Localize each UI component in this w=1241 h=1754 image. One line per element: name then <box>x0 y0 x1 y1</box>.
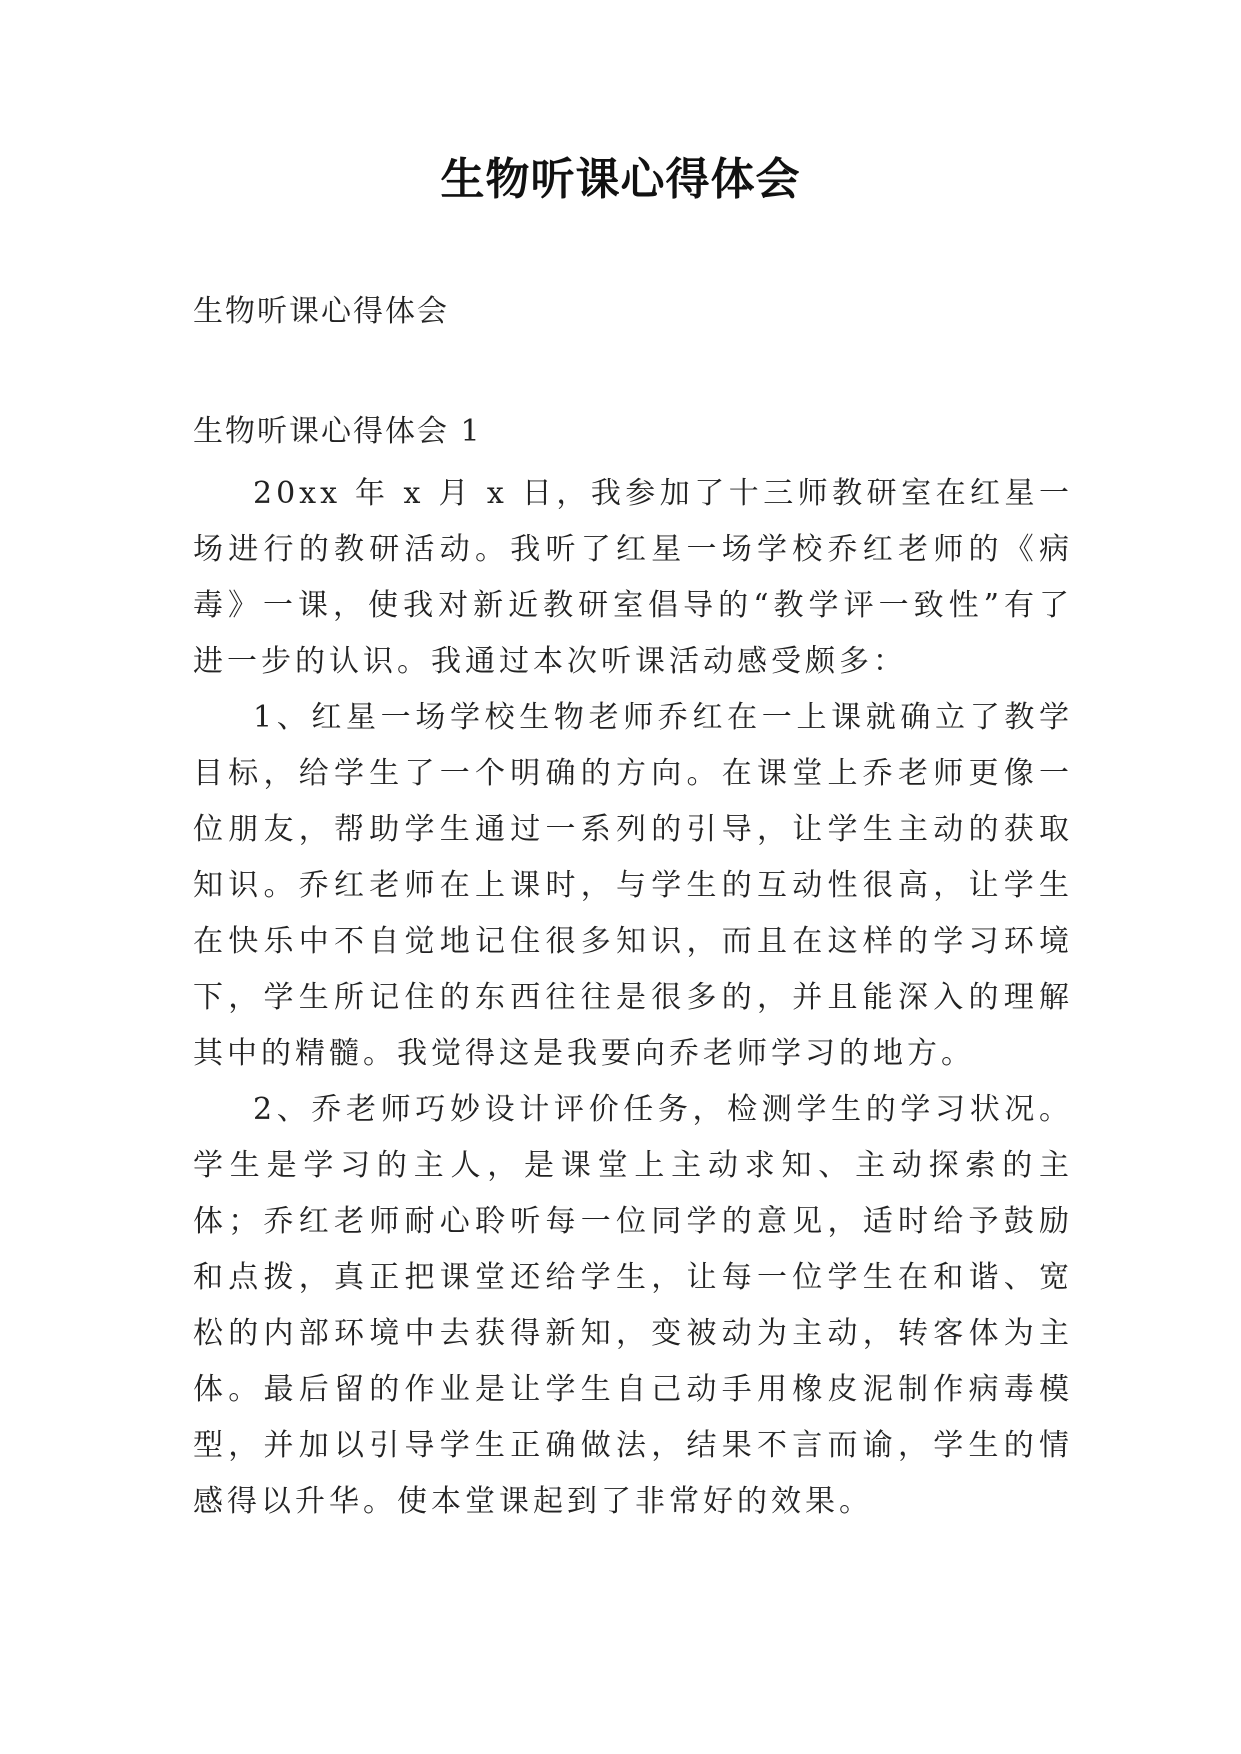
document-body <box>193 466 1073 1530</box>
paragraph-intro: 20xx 年 x 月 x 日，我参加了十三师教研室在红星一场进行的教研活动。我听了红星一场学校乔红老师的《病毒》一课，使我对新近教研室倡导的“教学评一致性”有了进一步的认识。我通过本次听课活动感受颇多： <box>193 476 1073 679</box>
document-title: 生物听课心得体会 <box>440 154 801 205</box>
section-heading: 生物听课心得体会 1 <box>193 414 482 449</box>
paragraph-point-1: 1、红星一场学校生物老师乔红在一上课就确立了教学目标，给学生了一个明确的方向。在课堂上乔老师更像一位朋友，帮助学生通过一系列的引导，让学生主动的获取知识。乔红老师在上课时，与学生的互动性很高，让学生在快乐中不自觉地记住很多知识，而且在这样的学习环境下，学生所记住的东西往往是很多的，并且能深入的理解其中的精髓。我觉得这是我要向乔老师学习的地方。 <box>193 700 1073 1071</box>
paragraph-point-2: 2、乔老师巧妙设计评价任务，检测学生的学习状况。学生是学习的主人，是课堂上主动求知、主动探索的主体；乔红老师耐心聆听每一位同学的意见，适时给予鼓励和点拨，真正把课堂还给学生，让每一位学生在和谐、宽松的内部环境中去获得新知，变被动为主动，转客体为主体。最后留的作业是让学生自己动手用橡皮泥制作病毒模型，并加以引导学生正确做法，结果不言而谕，学生的情感得以升华。使本堂课起到了非常好的效果。 <box>193 1092 1073 1519</box>
document-subtitle: 生物听课心得体会 <box>193 294 449 329</box>
